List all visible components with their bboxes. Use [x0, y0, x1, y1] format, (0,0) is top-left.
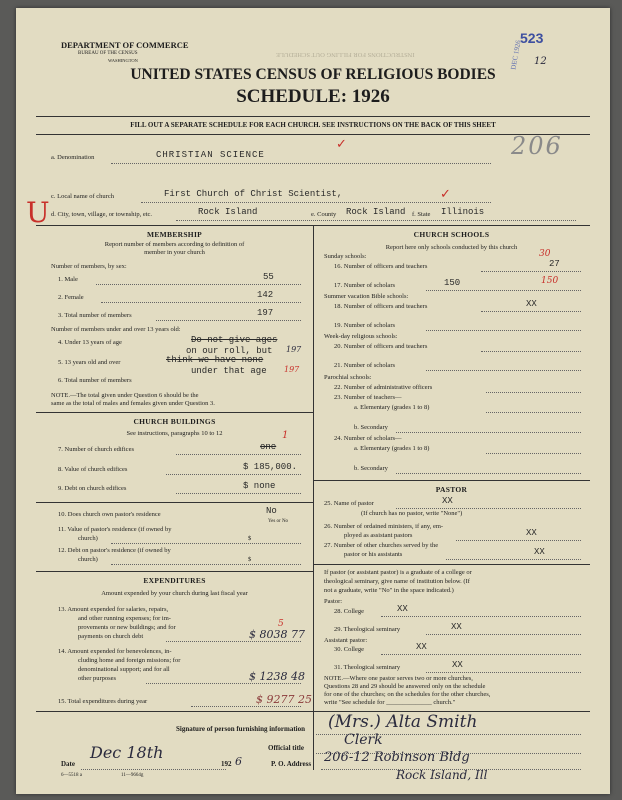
dotted-line — [111, 163, 491, 164]
state-label: f. State — [412, 211, 431, 218]
divider — [36, 412, 313, 413]
dotted-line — [176, 220, 576, 221]
q12-label-1: 12. Debt on pastor's residence (if owned by — [58, 547, 171, 554]
red-check-mark: ✓ — [440, 186, 451, 201]
q16-red-value: 30 — [539, 249, 551, 259]
q31-value: XX — [452, 660, 463, 670]
q16-value: 27 — [549, 259, 560, 269]
q10-label: 10. Does church own pastor's residence — [58, 511, 161, 518]
pastor-note-4: write "See schedule for ______________ church." — [324, 699, 456, 706]
dotted-line — [481, 351, 581, 352]
year-digit: 6 — [235, 755, 242, 768]
divider — [36, 571, 313, 572]
membership-note-2: same as the total of males and females given under Question 3. — [51, 400, 215, 407]
age-intro: Number of members under and over 13 years old: — [51, 326, 181, 333]
q6-label: 6. Total number of members — [58, 377, 132, 384]
dotted-line — [446, 559, 581, 560]
state-value: Illinois — [441, 207, 485, 217]
membership-heading: MEMBERSHIP — [146, 230, 203, 239]
q8-label: 8. Value of church edifices — [58, 466, 128, 473]
signature-value: (Mrs.) Alta Smith — [328, 712, 478, 732]
q7-pencil-value: 1 — [282, 430, 289, 441]
q13-line-2: and other running expenses; for im- — [78, 615, 171, 622]
schedule-title: SCHEDULE: 1926 — [236, 86, 390, 107]
q25-label: 25. Name of pastor — [324, 500, 374, 507]
q16-label: 16. Number of officers and teachers — [334, 263, 428, 270]
graduate-instruction-1: If pastor (or assistant pastor) is a graduate of a college or — [324, 569, 472, 576]
q23a-label: a. Elementary (grades 1 to 8) — [354, 404, 430, 411]
q11-label-2: church) — [78, 535, 98, 542]
divider — [313, 564, 590, 565]
q11-dollar: $ — [248, 535, 252, 542]
dotted-line — [176, 454, 301, 455]
dotted-line — [486, 392, 581, 393]
address-value: 206-12 Robinson Bldg — [324, 750, 470, 765]
q2-label: 2. Female — [58, 294, 84, 301]
county-label: e. County — [311, 211, 337, 218]
q31-label: 31. Theological seminary — [334, 664, 401, 671]
q19-label: 19. Number of scholars — [334, 322, 396, 329]
schools-heading: CHURCH SCHOOLS — [413, 230, 490, 239]
q5-label: 5. 13 years old and over — [58, 359, 121, 366]
print-code-2: 11—9664g — [121, 773, 144, 778]
dotted-line — [111, 564, 301, 565]
date-label: Date — [61, 760, 75, 768]
denomination-label: a. Denomination — [51, 154, 95, 161]
q12-dollar: $ — [248, 556, 252, 563]
q20-label: 20. Number of officers and teachers — [334, 343, 428, 350]
dotted-line — [481, 271, 581, 272]
grid-bottom — [36, 711, 590, 712]
dotted-line — [481, 311, 581, 312]
signature-label: Signature of person furnishing information — [176, 725, 305, 733]
red-margin-mark: U — [26, 196, 50, 229]
graduate-instruction-3: not a graduate, write "No" in the space indicated.) — [324, 587, 454, 594]
stamp-mark: 12 — [534, 56, 547, 67]
membership-note-1: NOTE.—The total given under Question 6 should be the — [51, 392, 199, 399]
vacation-schools-label: Summer vacation Bible schools: — [324, 293, 409, 300]
q28-value: XX — [397, 604, 408, 614]
dotted-line — [166, 641, 301, 642]
yes-or-no-hint: Yes or No — [268, 519, 289, 524]
dotted-line — [486, 453, 581, 454]
bleed-through-text: INSTRUCTIONS FOR FILLING OUT SCHEDULE — [276, 51, 415, 58]
q9-label: 9. Debt on church edifices — [58, 485, 127, 492]
dotted-line — [141, 202, 491, 203]
q13-line-1: 13. Amount expended for salaries, repairs, — [58, 606, 169, 613]
q18-label: 18. Number of officers and teachers — [334, 303, 428, 310]
q28-label: 28. College — [334, 608, 364, 615]
q29-value: XX — [451, 622, 462, 632]
q29-label: 29. Theological seminary — [334, 626, 401, 633]
dotted-line — [381, 616, 581, 617]
q14-line-3: denominational support; and for all — [78, 666, 170, 673]
official-title-label: Official title — [268, 744, 304, 752]
denomination-value: CHRISTIAN SCIENCE — [156, 150, 265, 160]
local-name-value: First Church of Christ Scientist, — [164, 189, 343, 199]
city-value: Rock Island — [198, 207, 258, 217]
q14-line-2: cluding home and foreign missions; for — [78, 657, 181, 664]
q11-label-1: 11. Value of pastor's residence (if owned by — [58, 526, 172, 533]
local-name-label: c. Local name of church — [51, 193, 114, 200]
q8-value: $ 185,000. — [243, 462, 298, 472]
sunday-schools-label: Sunday schools: — [324, 253, 367, 260]
dotted-line — [426, 370, 581, 371]
fill-instruction: FILL OUT A SEPARATE SCHEDULE FOR EACH CHURCH. SEE INSTRUCTIONS ON THE BACK OF THIS SHEET — [130, 121, 496, 129]
membership-intro-1: Report number of members according to definition of — [104, 241, 245, 248]
stamp-date: DEC 1926 — [509, 39, 523, 71]
dotted-line — [176, 493, 301, 494]
bureau-label: BUREAU OF THE CENSUS — [78, 51, 138, 56]
q24b-label: b. Secondary — [354, 465, 388, 472]
q3-label: 3. Total number of members — [58, 312, 132, 319]
q23-label: 23. Number of teachers— — [334, 394, 402, 401]
dotted-line — [426, 290, 581, 291]
typed-note-2: on our roll, but — [186, 346, 273, 356]
q15-label: 15. Total expenditures during year — [58, 698, 148, 705]
q26-line-1: 26. Number of ordained ministers, if any, em- — [324, 523, 444, 530]
form-title: UNITED STATES CENSUS OF RELIGIOUS BODIES — [130, 66, 496, 83]
q30-label: 30. College — [334, 646, 364, 653]
q7-label: 7. Number of church edifices — [58, 446, 134, 453]
city-field-label: d. City, town, village, or township, etc. — [51, 211, 153, 218]
q25-note: (If church has no pastor, write "None") — [361, 510, 463, 517]
q25-value: XX — [442, 496, 453, 506]
pastor-heading: PASTOR — [435, 485, 468, 494]
city-label: WASHINGTON — [108, 58, 138, 63]
q30-value: XX — [416, 642, 427, 652]
q4-label: 4. Under 13 years of age — [58, 339, 122, 346]
typed-note-4: under that age — [191, 366, 267, 376]
parochial-schools-label: Parochial schools: — [324, 374, 372, 381]
q13-value: $ 8038 77 — [249, 628, 305, 641]
dotted-line — [111, 543, 301, 544]
weekday-schools-label: Week-day religious schools: — [324, 333, 398, 340]
divider — [313, 480, 590, 481]
department-label: DEPARTMENT OF COMMERCE — [61, 40, 189, 50]
address-value-line-2: Rock Island, Ill — [396, 768, 488, 782]
q14-line-1: 14. Amount expended for benevolences, in- — [58, 648, 172, 655]
q13-line-4: payments on church debt — [78, 633, 144, 640]
q6-pencil-value: 197 — [284, 365, 300, 374]
q23b-label: b. Secondary — [354, 424, 388, 431]
column-divider — [313, 225, 314, 770]
dotted-line — [396, 432, 581, 433]
typed-note-1: Do not give ages — [191, 335, 278, 345]
q5-pencil-value: 197 — [286, 345, 302, 354]
buildings-heading: CHURCH BUILDINGS — [133, 417, 216, 426]
code-number: 206 — [511, 132, 563, 160]
dotted-line — [96, 284, 301, 285]
q1-label: 1. Male — [58, 276, 78, 283]
assistant-sublabel: Assistant pastor: — [324, 637, 368, 644]
q21-label: 21. Number of scholars — [334, 362, 396, 369]
q13-pencil: 5 — [278, 619, 284, 629]
q27-line-2: pastor or his assistants — [344, 551, 403, 558]
expenditures-sub: Amount expended by your church during last fiscal year — [101, 590, 248, 597]
dotted-line — [426, 634, 581, 635]
county-value: Rock Island — [346, 207, 406, 217]
q15-value: $ 9277 25 — [256, 693, 312, 706]
print-code: 6—5518 a — [61, 773, 82, 778]
dotted-line — [381, 654, 581, 655]
typed-note-3: think we have none — [166, 355, 264, 365]
q26-line-2: ployed as assistant pastors — [344, 532, 413, 539]
q17-value: 150 — [444, 278, 461, 288]
divider — [36, 116, 590, 117]
q27-line-1: 27. Number of other churches served by the — [324, 542, 439, 549]
q27-value: XX — [534, 547, 545, 557]
q14-value: $ 1238 48 — [249, 670, 305, 683]
divider — [36, 134, 590, 135]
pastor-note-1: NOTE.—Where one pastor serves two or more churches, — [324, 675, 473, 682]
stamp-number: 523 — [520, 30, 544, 46]
dotted-line — [191, 706, 301, 707]
q14-line-4: other purposes — [78, 675, 117, 682]
buildings-sub: See instructions, paragraphs 10 to 12 — [126, 430, 223, 437]
year-prefix: 192 — [221, 760, 232, 768]
census-schedule-sheet — [16, 8, 610, 794]
by-sex-label: Number of members, by sex: — [51, 263, 127, 270]
graduate-instruction-2: theological seminary, give name of institution below. (If — [324, 578, 470, 585]
membership-intro-2: member in your church — [144, 249, 205, 256]
q9-value: $ none — [243, 481, 276, 491]
q17-red-value: 150 — [541, 276, 559, 286]
expenditures-heading: EXPENDITURES — [143, 576, 206, 585]
q1-value: 55 — [263, 272, 274, 282]
official-title-value: Clerk — [344, 732, 383, 748]
q24-label: 24. Number of scholars— — [334, 435, 402, 442]
pastor-note-3: for one of the churches; on the schedules for the other churches, — [324, 691, 491, 698]
dotted-line — [396, 508, 581, 509]
q18-value: XX — [526, 299, 537, 309]
q22-label: 22. Number of administrative officers — [334, 384, 433, 391]
q17-label: 17. Number of scholars — [334, 282, 396, 289]
red-check-mark: ✓ — [336, 136, 347, 151]
q2-value: 142 — [257, 290, 274, 300]
dotted-line — [166, 474, 301, 475]
dotted-line — [456, 540, 581, 541]
dotted-line — [426, 672, 581, 673]
dotted-line — [101, 302, 301, 303]
q10-value: No — [266, 506, 277, 516]
q26-value: XX — [526, 528, 537, 538]
q3-value: 197 — [257, 308, 274, 318]
pastor-note-2: Questions 28 and 29 should be answered only on the schedule — [324, 683, 486, 690]
dotted-line — [156, 320, 301, 321]
dotted-line — [146, 683, 301, 684]
date-value: Dec 18th — [90, 743, 164, 762]
dotted-line — [81, 769, 226, 770]
divider — [36, 502, 313, 503]
pastor-sublabel: Pastor: — [324, 598, 343, 605]
q24a-label: a. Elementary (grades 1 to 8) — [354, 445, 430, 452]
q13-line-3: provements or new buildings; and for — [78, 624, 176, 631]
q12-label-2: church) — [78, 556, 98, 563]
dotted-line — [396, 473, 581, 474]
q7-value: one — [260, 442, 277, 452]
address-label: P. O. Address — [271, 760, 312, 768]
schools-intro: Report here only schools conducted by this church — [385, 244, 518, 251]
dotted-line — [486, 412, 581, 413]
dotted-line — [426, 330, 581, 331]
